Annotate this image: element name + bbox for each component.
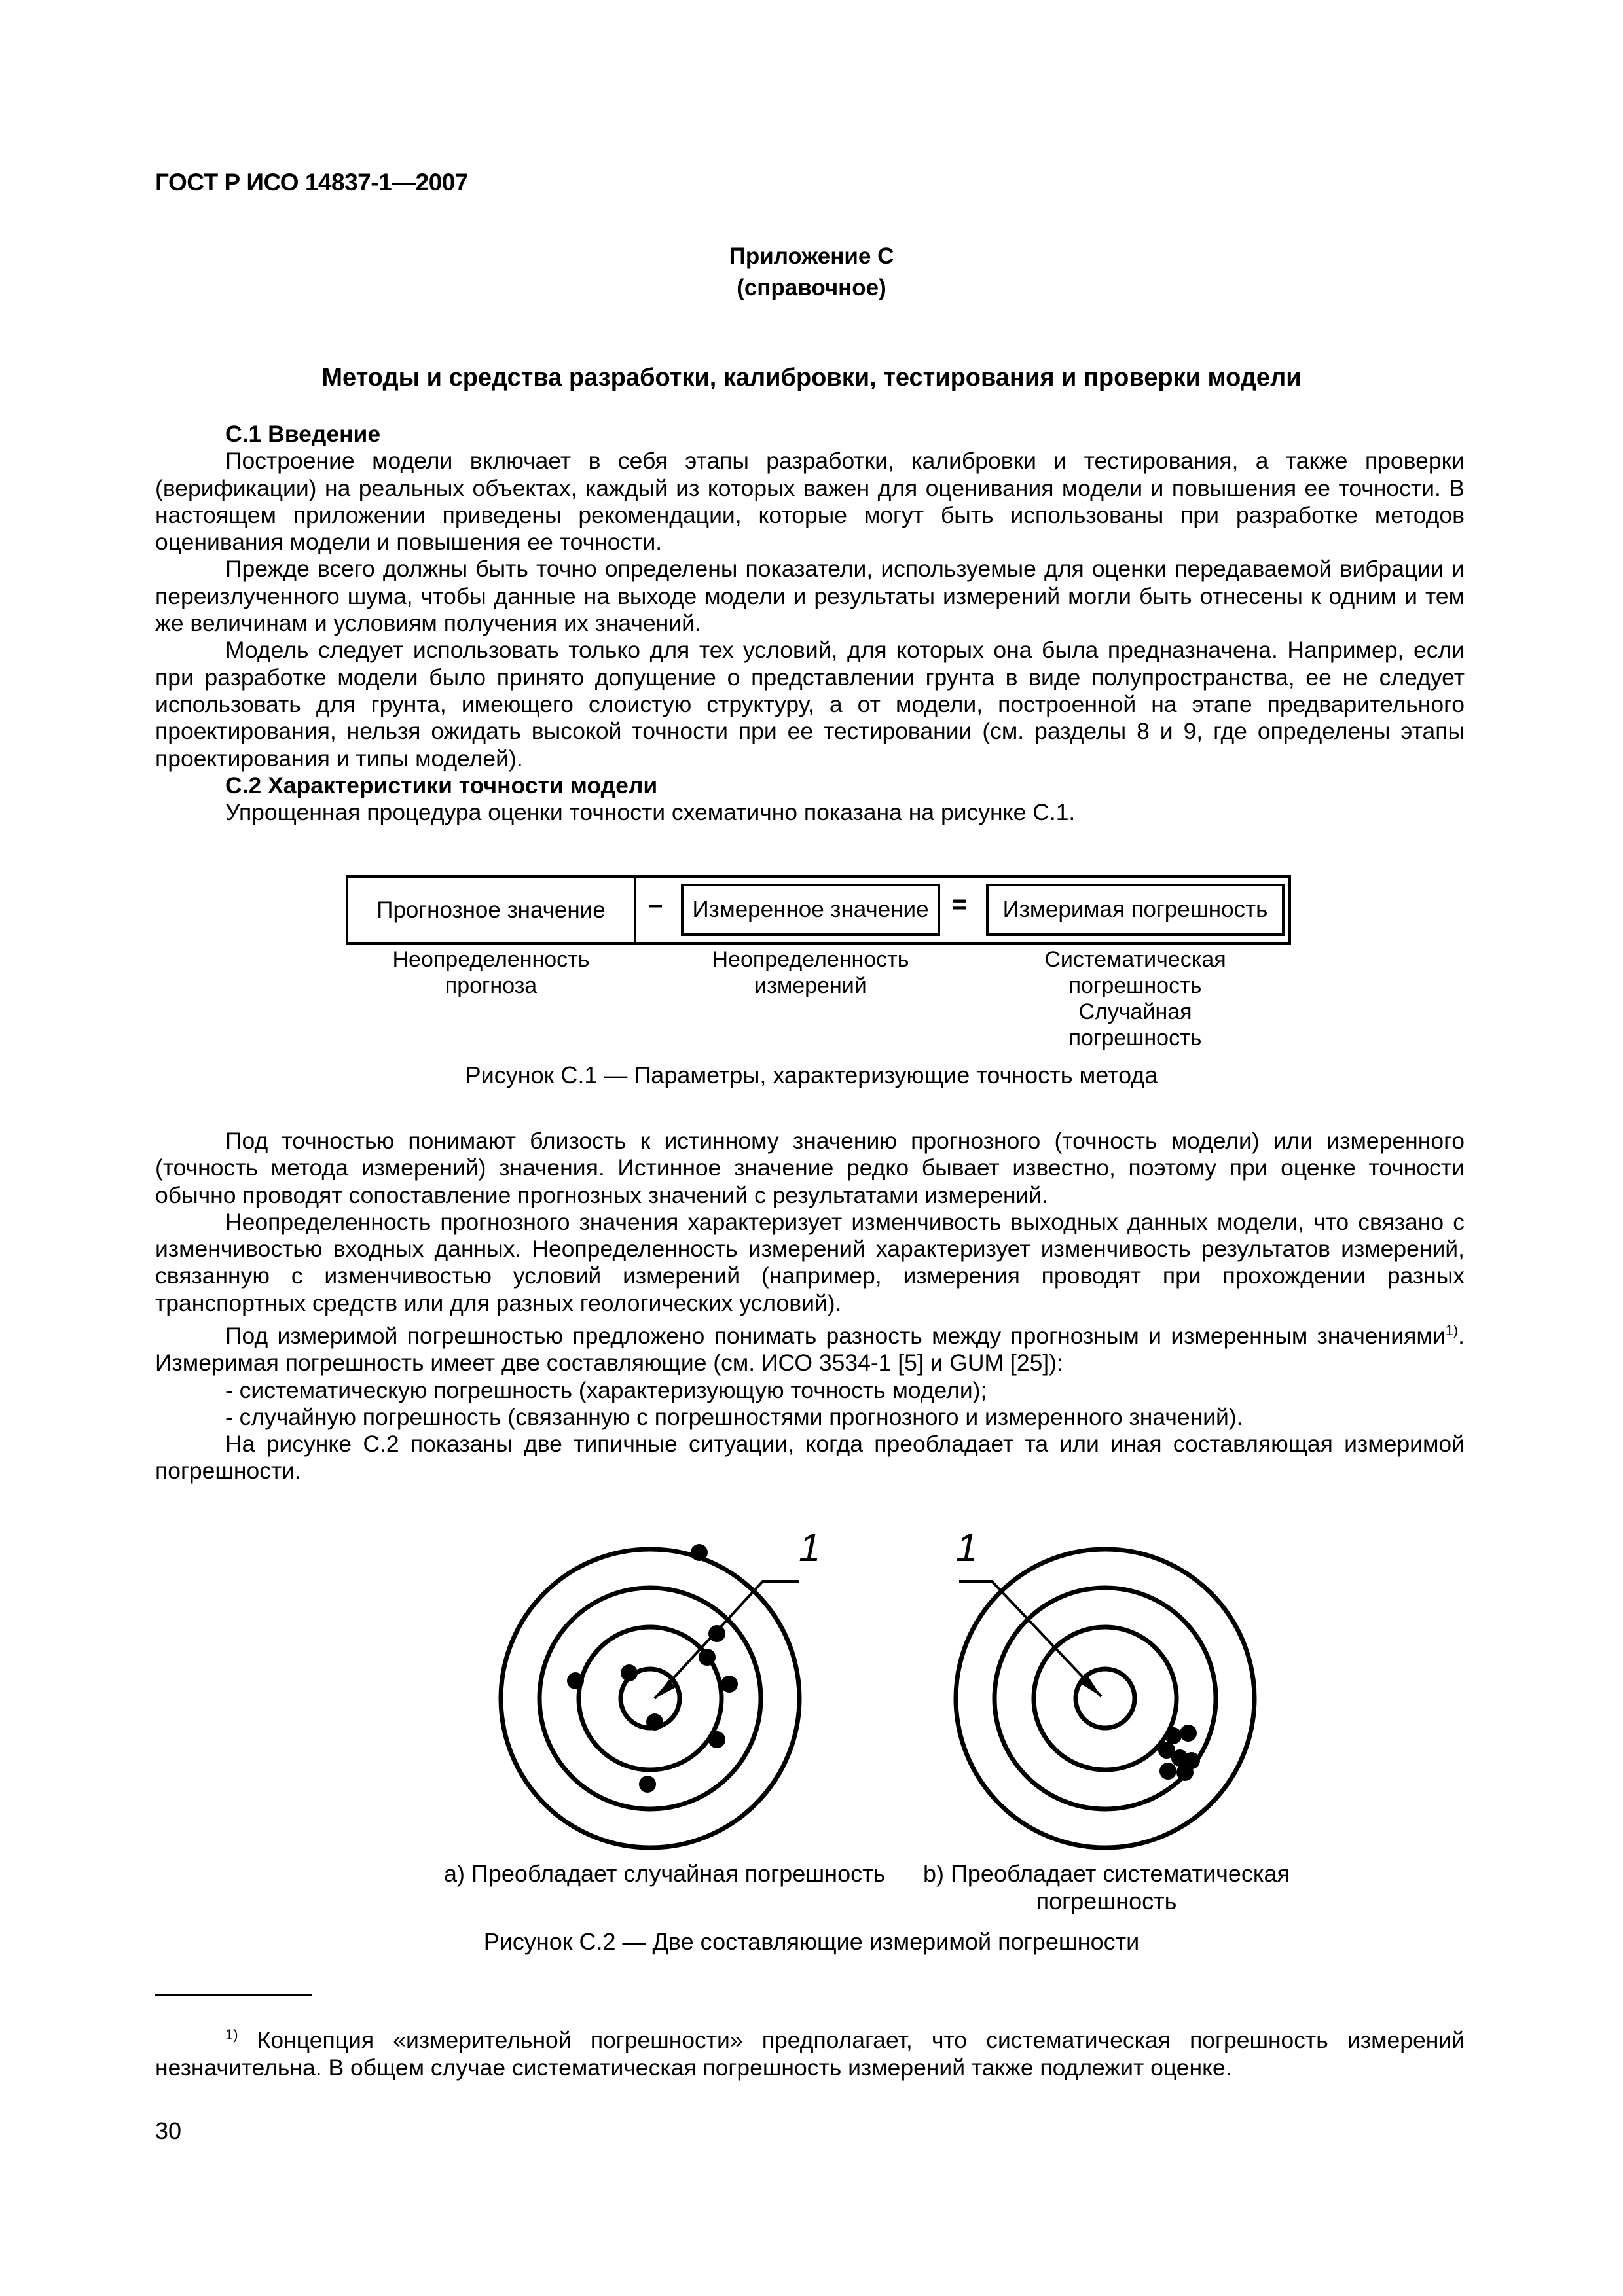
figure-c2-caption: Рисунок С.2 — Две составляющие измеримой погрешности bbox=[483, 1928, 1140, 1955]
footnote-ref[interactable]: 1) bbox=[1445, 1322, 1459, 1339]
target-a-ring-outer bbox=[501, 1549, 799, 1848]
measured-value-box: Измеренное значение bbox=[681, 884, 940, 936]
target-a bbox=[501, 1544, 799, 1848]
paragraph: Упрощенная процедура оценки точности схематично показана на рисунке С.1. bbox=[225, 799, 1076, 826]
hit-dot bbox=[1159, 1763, 1176, 1780]
hit-dot bbox=[639, 1776, 656, 1793]
document-code: ГОСТ Р ИСО 14837-1—2007 bbox=[155, 169, 468, 196]
paragraph: Неопределенность прогнозного значения характеризует изменчивость выходных данных модели, что связано с изменчивостью входных данных. Неопределенность измерений характеризует изменчивость результатов измерений, связанную с изменчивостью условий измерений (например, измерения проводят при прохождении разных транспортных средств или для разных геологических условий). bbox=[155, 1208, 1465, 1316]
target-b bbox=[956, 1549, 1254, 1848]
footnote-text: Концепция «измерительной погрешности» предполагает, что систематическая погрешность измерений незначительна. В общем случае систематическая погрешность измерений также подлежит оценке. bbox=[155, 2026, 1465, 2081]
figure-c2-marker-a: 1 bbox=[799, 1526, 821, 1570]
measurable-error-box: Измеримая погрешность bbox=[986, 884, 1285, 936]
footnote-separator bbox=[155, 1994, 312, 1996]
appendix-title: Методы и средства разработки, калибровки, тестирования и проверки модели bbox=[321, 364, 1302, 391]
paragraph: Под измеримой погрешностью предложено понимать разность между прогнозным и измеренным значениями$^{1)}$. Измеримая погрешность имеет две составляющие (см. ИСО 3534-1 [5] и GUM [25]): bbox=[155, 1322, 1465, 1376]
appendix-label: Приложение С bbox=[729, 243, 894, 269]
error-components-label: Систематическая погрешность Случайная погрешность bbox=[1044, 947, 1226, 1050]
figure-c2-caption-b: b) Преобладает систематическая погрешность bbox=[923, 1860, 1290, 1914]
forecast-uncertainty-label: Неопределенность прогноза bbox=[392, 947, 590, 998]
hit-dot bbox=[621, 1664, 638, 1681]
minus-sign: – bbox=[648, 890, 663, 919]
hit-dot bbox=[567, 1672, 584, 1689]
section-1-heading: С.1 Введение bbox=[225, 421, 381, 447]
hit-dot bbox=[721, 1676, 738, 1693]
figure-c2-caption-a: a) Преобладает случайная погрешность bbox=[444, 1860, 886, 1887]
paragraph: На рисунке С.2 показаны две типичные ситуации, когда преобладает та или иная составляющая измеримой погрешности. bbox=[155, 1431, 1465, 1484]
hit-dot bbox=[646, 1713, 663, 1731]
target-b-ring-outer bbox=[956, 1549, 1254, 1848]
figure-c2-targets bbox=[498, 1518, 1309, 1885]
hit-dot bbox=[708, 1625, 725, 1642]
figure-c1-caption: Рисунок С.1 — Параметры, характеризующие точность метода bbox=[465, 1062, 1158, 1088]
paragraph: Прежде всего должны быть точно определены показатели, используемые для оценки передаваемой вибрации и переизлученного шума, чтобы данные на выходе модели и результаты измерений могли быть отнесены к одним и тем же величинам и условиям получения их значений. bbox=[155, 556, 1465, 637]
paragraph: Модель следует использовать только для тех условий, для которых она была предназначена. Например, если при разработке модели было принято допущение о представлении грунта в виде полупространства, ее не следует использовать для грунта, имеющего слоистую структуру, а от модели, построенной на этапе предварительного проектирования, нельзя ожидать высокой точности при ее тестировании (см. разделы 8 и 9, где определены этапы проектирования и типы моделей). bbox=[155, 637, 1465, 772]
list-item: - случайную погрешность (связанную с погрешностями прогнозного и измеренного значений). bbox=[225, 1403, 1243, 1430]
measurement-uncertainty-label: Неопределенность измерений bbox=[712, 947, 909, 998]
hit-dot bbox=[691, 1544, 708, 1561]
hit-dot bbox=[1180, 1725, 1197, 1742]
hit-dot bbox=[699, 1649, 716, 1666]
section-2-body bbox=[155, 1128, 1465, 1485]
hit-dot bbox=[1176, 1764, 1194, 1781]
predicted-value-box: Прогнозное значение bbox=[346, 875, 636, 945]
list-item: - систематическую погрешность (характеризующую точность модели); bbox=[225, 1376, 987, 1403]
section-2-heading: С.2 Характеристики точности модели bbox=[225, 772, 658, 798]
paragraph: Построение модели включает в себя этапы разработки, калибровки и тестирования, а также проверки (верификации) на реальных объектах, каждый из которых важен для оценивания модели и повышения ее точности. В настоящем приложении приведены рекомендации, которые могут быть использованы при разработке методов оценивания модели и повышения ее точности. bbox=[155, 448, 1465, 556]
paragraph: Под точностью понимают близость к истинному значению прогнозного (точность модели) или измеренного (точность метода измерений) значения. Истинное значение редко бывает известно, поэтому при оценке точности обычно проводят сопоставление прогнозных значений с результатами измерений. bbox=[155, 1128, 1465, 1208]
figure-c2-marker-b: 1 bbox=[956, 1526, 978, 1570]
footnote bbox=[155, 2021, 1465, 2081]
footnote-mark: 1) bbox=[225, 2026, 238, 2043]
page-number: 30 bbox=[155, 2117, 182, 2144]
hit-dot bbox=[708, 1731, 725, 1748]
section-1-body bbox=[155, 421, 1465, 826]
appendix-type: (справочное) bbox=[737, 275, 886, 300]
equals-sign: = bbox=[952, 890, 968, 919]
